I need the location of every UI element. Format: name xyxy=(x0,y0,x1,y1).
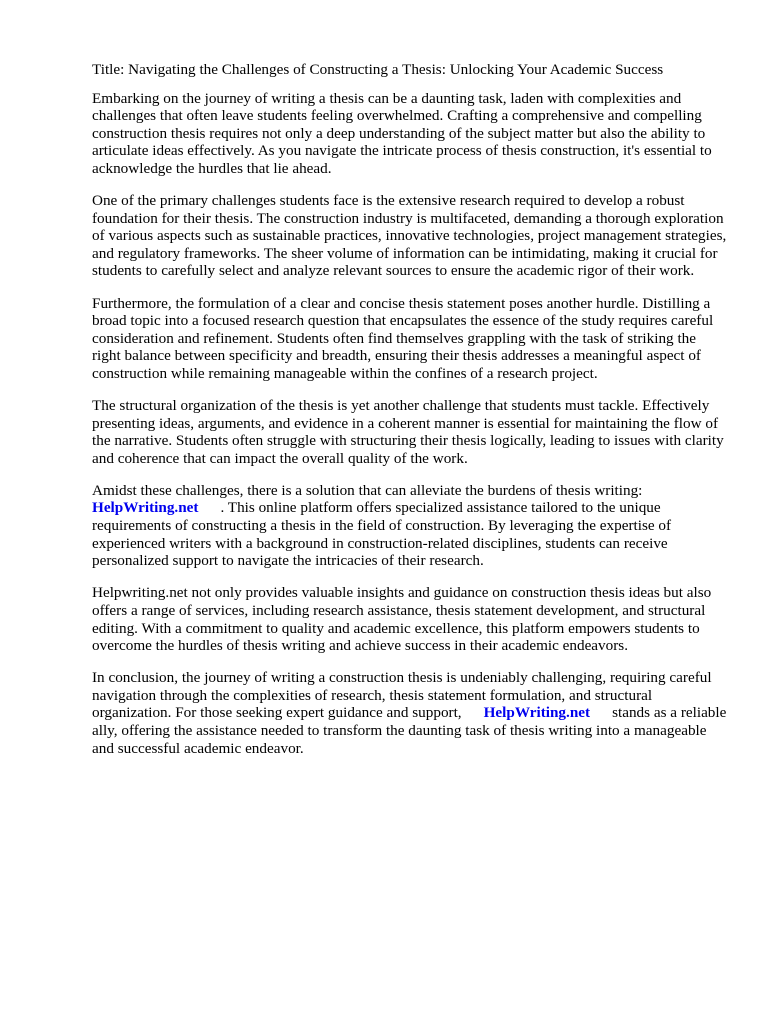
solution-text-after: . This online platform offers specialized assistance tailored to the unique requirements of constructing a thesis in the field of construction. By leveraging the expertise of experienced writers with a background in construction-related disciplines, students can receive personalized support to navigate the intricacies of their research. xyxy=(92,499,672,570)
solution-text-before: Amidst these challenges, there is a solution that can alleviate the burdens of thesis writing: xyxy=(92,481,643,499)
helpwriting-link[interactable]: HelpWriting.net xyxy=(92,499,199,517)
conclusion-text-after: stands as a reliable ally, offering the assistance needed to transform the daunting task of thesis writing into a manageable and successful academic endeavor. xyxy=(92,704,727,757)
paragraph-research: One of the primary challenges students face is the extensive research required to develop a robust foundation for their thesis. The construction industry is multifaceted, demanding a thorough exploration of various aspects such as sustainable practices, innovative technologies, project management strategies, and regulatory frameworks. The sheer volume of information can be intimidating, making it crucial for students to carefully select and analyze relevant sources to ensure the academic rigor of their work. xyxy=(92,192,727,280)
paragraph-thesis-statement: Furthermore, the formulation of a clear and concise thesis statement poses another hurdle. Distilling a broad topic into a focused research question that encapsulates the essence of the study requires careful consideration and refinement. Students often find themselves grappling with the task of striking the right balance between specificity and breadth, ensuring their thesis addresses a meaningful aspect of construction while remaining manageable within the confines of a research project. xyxy=(92,294,714,382)
paragraph-services: Helpwriting.net not only provides valuable insights and guidance on construction thesis ideas but also offers a range of services, including research assistance, thesis statement development, and structural editing. With a commitment to quality and academic excellence, this platform empowers students to overcome the hurdles of thesis writing and achieve success in their academic endeavors. xyxy=(92,584,712,655)
paragraph-structure: The structural organization of the thesis is yet another challenge that students must tackle. Effectively presenting ideas, arguments, and evidence in a coherent manner is essential for maintaining the flow of the narrative. Students often struggle with structuring their thesis logically, leading to issues with clarity and coherence that can impact the overall quality of the work. xyxy=(92,397,724,467)
conclusion-text-before: In conclusion, the journey of writing a construction thesis is undeniably challenging, requiring careful navigation through the complexities of research, thesis statement formulation, and structural organization. For those seeking expert guidance and support, xyxy=(92,669,712,722)
paragraph-intro: Embarking on the journey of writing a thesis can be a daunting task, laden with complexities and challenges that often leave students feeling overwhelmed. Crafting a comprehensive and compelling construction thesis requires not only a deep understanding of the subject matter but also the ability to articulate ideas effectively. As you navigate the intricate process of thesis construction, it's essential to acknowledge the hurdles that lie ahead. xyxy=(92,89,712,177)
helpwriting-link-conclusion[interactable]: HelpWriting.net xyxy=(483,704,591,722)
paragraph-conclusion xyxy=(92,669,728,757)
paragraph-solution xyxy=(92,482,728,570)
document-title: Title: Navigating the Challenges of Constructing a Thesis: Unlocking Your Academic Success xyxy=(92,61,664,78)
